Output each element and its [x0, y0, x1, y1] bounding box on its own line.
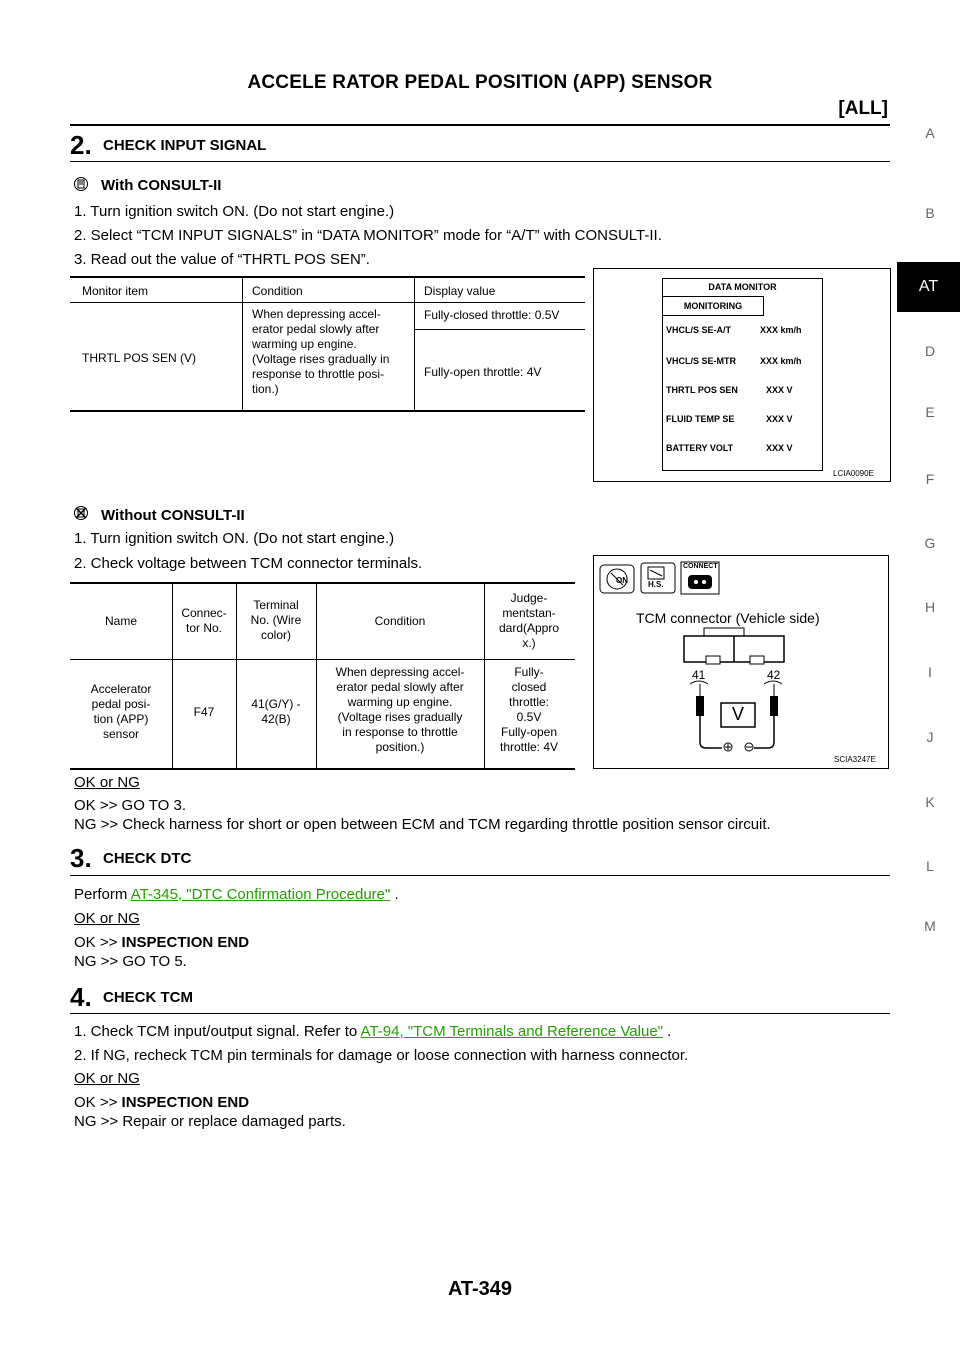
with-step-2: 2. Select “TCM INPUT SIGNALS” in “DATA MONITOR” mode for “A/T” with CONSULT-II.	[74, 227, 662, 244]
section-2-number: 2.	[70, 130, 92, 160]
section-4-ng: NG >> Repair or replace damaged parts.	[74, 1113, 346, 1130]
no-consult-icon	[73, 505, 89, 526]
perform-suffix: .	[390, 886, 399, 903]
side-tab-h[interactable]: H	[924, 599, 936, 615]
table2-terminal: 41(G/Y) - 42(B)	[251, 697, 301, 726]
section-4-rule	[70, 1013, 890, 1014]
header-rule	[70, 124, 890, 126]
side-tab-i[interactable]: I	[928, 664, 932, 680]
data-monitor-title: DATA MONITOR	[708, 282, 777, 292]
table1-top-rule	[70, 276, 585, 278]
section-3-ok	[74, 934, 249, 951]
data-monitor-figure	[593, 268, 891, 482]
tcm-connector-figure	[593, 555, 889, 769]
section-4-ok	[74, 1094, 249, 1111]
connect-label: CONNECT	[683, 563, 718, 570]
table1-value-closed: Fully-closed throttle: 0.5V	[424, 308, 560, 322]
section-3-ok-ng: OK or NG	[74, 910, 140, 927]
table2-header-name: Name	[104, 614, 137, 628]
table2-header-connector: Connec- tor No.	[181, 606, 227, 635]
section-2-ok: OK >> GO TO 3.	[74, 797, 186, 814]
table1-header-value: Display value	[424, 284, 496, 298]
section-3-perform	[74, 886, 399, 903]
side-tab-e[interactable]: E	[925, 404, 935, 420]
step-1-suffix: .	[663, 1023, 672, 1040]
section-4-ok-prefix: OK >>	[74, 1094, 122, 1111]
with-step-3: 3. Read out the value of “THRTL POS SEN”.	[74, 251, 370, 268]
pin-41-label: 41	[692, 668, 706, 682]
table1-item: THRTL POS SEN (V)	[82, 351, 197, 365]
table2-col-rule-2	[236, 584, 237, 769]
table2-col-rule-1	[172, 584, 173, 769]
section-3-ng: NG >> GO TO 5.	[74, 953, 187, 970]
perform-prefix: Perform	[74, 886, 131, 903]
monitoring-label: MONITORING	[663, 296, 764, 316]
with-step-1: 1. Turn ignition switch ON. (Do not start engine.)	[74, 203, 395, 220]
section-2-ok-ng: OK or NG	[74, 774, 140, 791]
page-header-scope: [ALL]	[838, 98, 888, 119]
table1-value-open: Fully-open throttle: 4V	[424, 365, 542, 379]
without-step-2: 2. Check voltage between TCM connector terminals.	[74, 555, 423, 572]
with-consult-heading: With CONSULT-II	[101, 177, 222, 194]
section-4-step-2: 2. If NG, recheck TCM pin terminals for damage or loose connection with harness connector.	[74, 1047, 689, 1064]
without-step-1: 1. Turn ignition switch ON. (Do not start engine.)	[74, 530, 395, 547]
page-number: AT-349	[447, 1278, 513, 1300]
monitor-row-2-label: VHCL/S SE-MTR	[666, 356, 737, 366]
monitor-row-3-value: XXX V	[766, 385, 793, 395]
section-4-step-1	[74, 1023, 671, 1040]
table2-name: Accelerator pedal posi- tion (APP) sensor	[90, 682, 152, 741]
step-1-prefix: 1. Check TCM input/output signal. Refer to	[74, 1023, 361, 1040]
side-tab-m[interactable]: M	[924, 918, 936, 934]
side-tab-d[interactable]: D	[924, 343, 936, 359]
side-tab-a[interactable]: A	[925, 125, 935, 141]
tcm-terminals-link[interactable]: AT-94, "TCM Terminals and Reference Value"	[360, 1023, 663, 1040]
section-2-title: CHECK INPUT SIGNAL	[103, 137, 267, 154]
data-monitor-screen	[662, 278, 823, 471]
side-tab-l[interactable]: L	[926, 858, 934, 874]
table1-condition: When depressing accel- erator pedal slowly after warming up engine. (Voltage rises gradually in response to throttle posi- tion.)	[252, 307, 390, 396]
section-2-ng: NG >> Check harness for short or open between ECM and TCM regarding throttle position sensor circuit.	[74, 816, 771, 833]
page-header-title: ACCELE RATOR PEDAL POSITION (APP) SENSOR	[247, 72, 713, 93]
table2-condition: When depressing accel- erator pedal slowly after warming up engine. (Voltage rises gradually in response to throttle position.)	[335, 665, 465, 754]
monitor-row-3-label: THRTL POS SEN	[666, 385, 738, 395]
side-tab-k[interactable]: K	[925, 794, 935, 810]
consult-icon	[73, 176, 89, 197]
monitor-row-5-label: BATTERY VOLT	[666, 443, 734, 453]
table2-header-judge: Judge- mentstan- dard(Appro x.)	[498, 591, 560, 650]
ignition-on-label: ON	[616, 576, 628, 585]
dtc-procedure-link[interactable]: AT-345, "DTC Confirmation Procedure"	[130, 886, 391, 903]
table1-bottom-rule	[70, 410, 585, 412]
side-tab-b[interactable]: B	[925, 205, 935, 221]
monitor-row-2-value: XXX km/h	[760, 356, 802, 366]
table1-header-rule	[70, 302, 585, 303]
table2-header-terminal: Terminal No. (Wire color)	[250, 598, 302, 642]
section-3-rule	[70, 875, 890, 876]
table1-header-item: Monitor item	[82, 284, 149, 298]
monitor-row-4-label: FLUID TEMP SE	[666, 414, 735, 424]
side-tab-f[interactable]: F	[925, 471, 935, 487]
table2-connector: F47	[193, 705, 215, 719]
monitor-row-1-label: VHCL/S SE-A/T	[666, 325, 732, 335]
section-4-ok-ng: OK or NG	[74, 1070, 140, 1087]
table1-value-rule	[414, 329, 585, 330]
voltmeter-label: V	[732, 704, 745, 724]
table1-col-rule-2	[414, 278, 415, 411]
table2-top-rule	[70, 582, 575, 584]
table2-header-rule	[70, 659, 575, 660]
without-consult-heading: Without CONSULT-II	[101, 507, 245, 524]
table1-col-rule-1	[242, 278, 243, 411]
section-4-ok-result: INSPECTION END	[121, 1094, 250, 1111]
monitor-row-5-value: XXX V	[766, 443, 793, 453]
side-tab-g[interactable]: G	[924, 535, 936, 551]
section-3-ok-result: INSPECTION END	[121, 934, 250, 951]
figure-code-lcia: LCIA0090E	[833, 469, 874, 478]
tcm-connector-drawing	[594, 556, 888, 773]
side-tab-j[interactable]: J	[926, 729, 934, 745]
table1-header-condition: Condition	[252, 284, 303, 298]
hs-label: H.S.	[648, 580, 664, 589]
table2-header-condition: Condition	[374, 614, 426, 628]
section-2-rule	[70, 161, 890, 162]
tcm-connector-label: TCM connector (Vehicle side)	[636, 610, 820, 626]
pin-42-label: 42	[767, 668, 781, 682]
section-3-ok-prefix: OK >>	[74, 934, 122, 951]
table2-bottom-rule	[70, 768, 575, 770]
section-4-number: 4.	[70, 982, 92, 1012]
monitor-row-1-value: XXX km/h	[760, 325, 802, 335]
table2-judge: Fully- closed throttle: 0.5V Fully-open throttle: 4V	[499, 665, 559, 754]
section-3-title: CHECK DTC	[103, 850, 192, 867]
monitor-row-4-value: XXX V	[766, 414, 793, 424]
side-tab-at-active[interactable]: AT	[897, 262, 960, 312]
figure-code-scia: SCIA3247E	[834, 755, 876, 764]
section-3-number: 3.	[70, 843, 92, 873]
section-4-title: CHECK TCM	[103, 989, 193, 1006]
